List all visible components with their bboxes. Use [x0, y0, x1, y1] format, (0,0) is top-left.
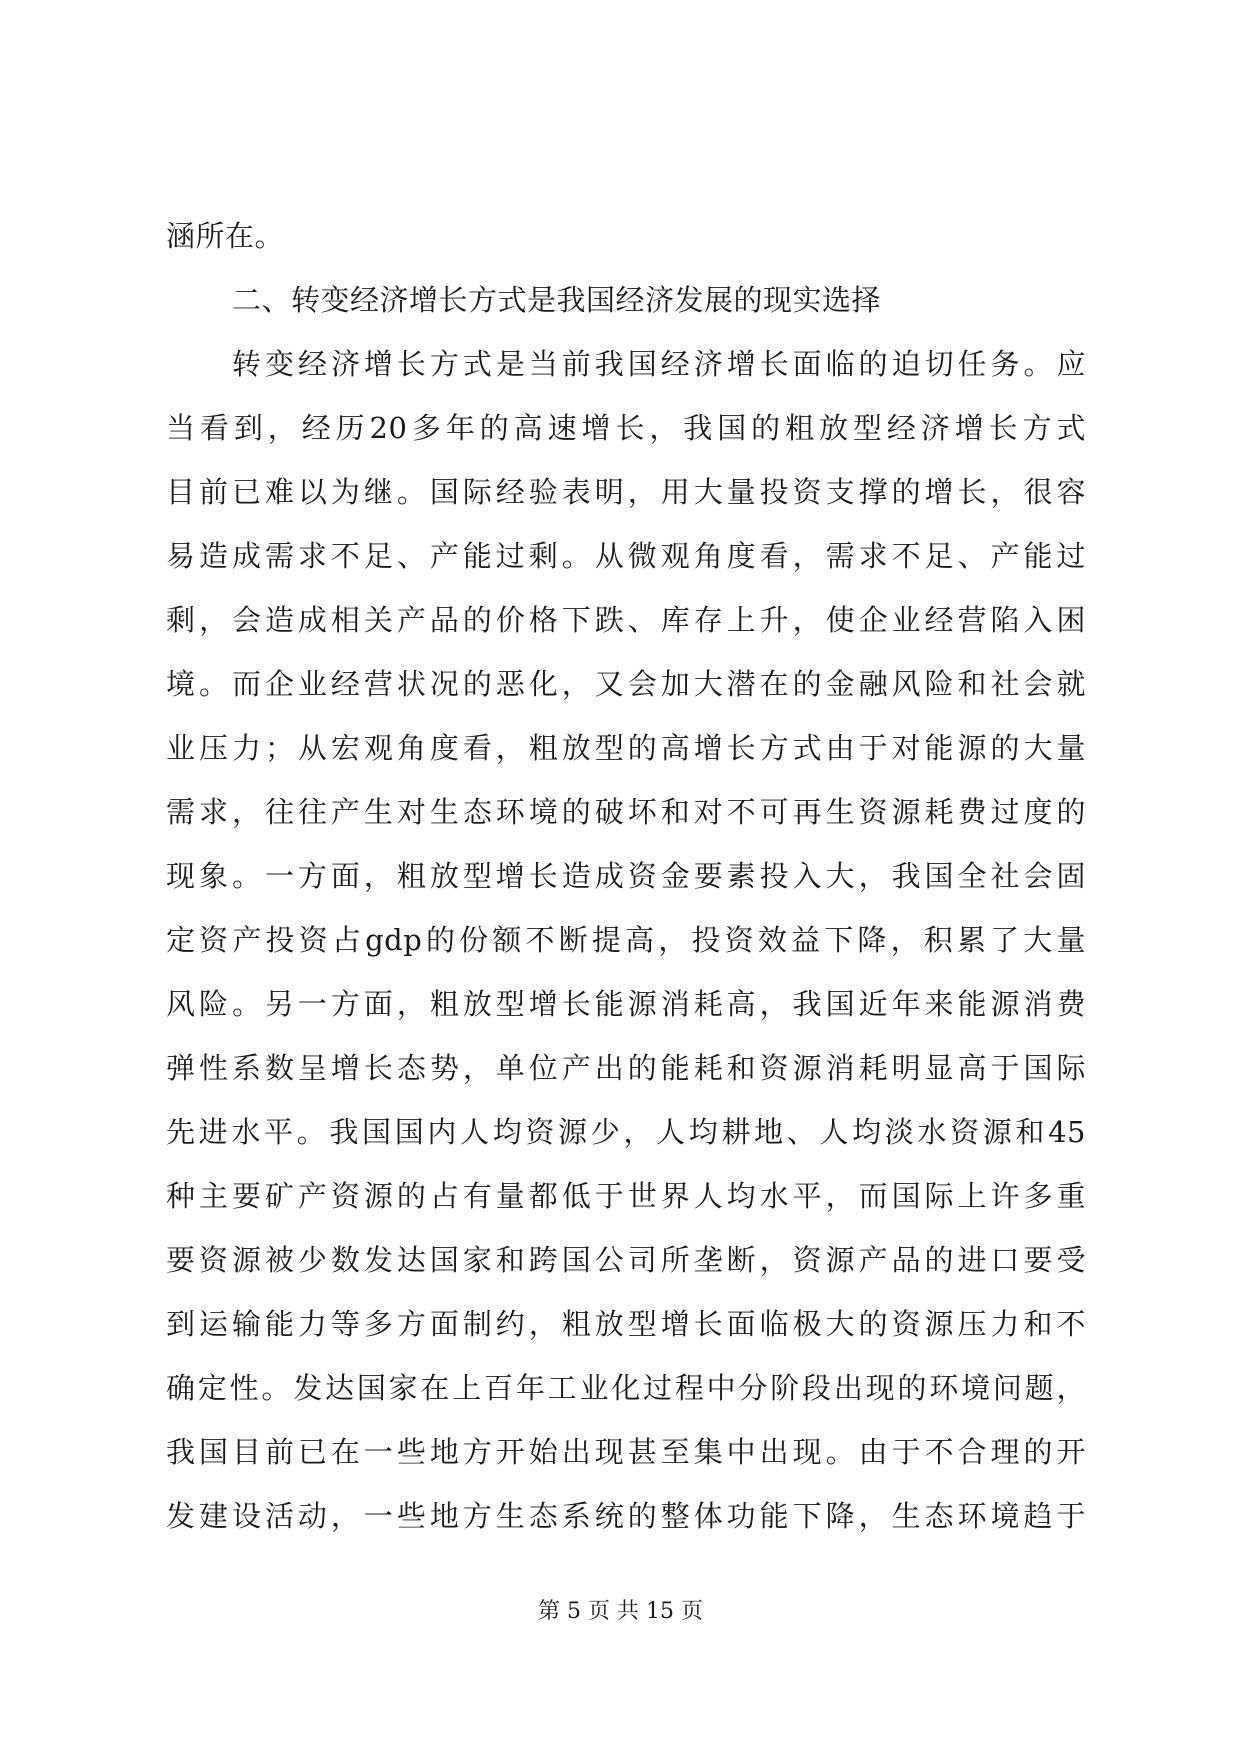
- paragraph-line: 弹性系数呈增长态势，单位产出的能耗和资源消耗明显高于国际: [166, 1051, 1086, 1085]
- page-footer: [0, 1594, 1241, 1625]
- paragraph-line: 定资产投资占gdp的份额不断提高，投资效益下降，积累了大量: [166, 923, 1086, 957]
- section-heading: 二、转变经济增长方式是我国经济发展的现实选择: [232, 283, 882, 317]
- paragraph-line: 易造成需求不足、产能过剩。从微观角度看，需求不足、产能过: [166, 539, 1086, 573]
- paragraph-line: 种主要矿产资源的占有量都低于世界人均水平，而国际上许多重: [166, 1179, 1086, 1213]
- paragraph-continuation-line: 涵所在。: [166, 219, 285, 253]
- paragraph-line: 目前已难以为继。国际经验表明，用大量投资支撑的增长，很容: [166, 475, 1086, 509]
- paragraph-line: 剩，会造成相关产品的价格下跌、库存上升，使企业经营陷入困: [166, 603, 1086, 637]
- paragraph-line: 我国目前已在一些地方开始出现甚至集中出现。由于不合理的开: [166, 1435, 1086, 1469]
- paragraph-line: 确定性。发达国家在上百年工业化过程中分阶段出现的环境问题，: [166, 1371, 1086, 1405]
- paragraph-line: 转变经济增长方式是当前我国经济增长面临的迫切任务。应: [232, 347, 1086, 381]
- paragraph-line: 现象。一方面，粗放型增长造成资金要素投入大，我国全社会固: [166, 859, 1086, 893]
- page-number-label: 第 5 页 共 15 页: [538, 1599, 703, 1624]
- paragraph-line: 到运输能力等多方面制约，粗放型增长面临极大的资源压力和不: [166, 1307, 1086, 1341]
- paragraph-line: 要资源被少数发达国家和跨国公司所垄断，资源产品的进口要受: [166, 1243, 1086, 1277]
- document-body: [166, 204, 1086, 1548]
- paragraph-line: 当看到，经历20多年的高速增长，我国的粗放型经济增长方式: [166, 411, 1086, 445]
- paragraph-line: 风险。另一方面，粗放型增长能源消耗高，我国近年来能源消费: [166, 987, 1086, 1021]
- paragraph-line: 业压力；从宏观角度看，粗放型的高增长方式由于对能源的大量: [166, 731, 1086, 765]
- paragraph-line: 发建设活动，一些地方生态系统的整体功能下降，生态环境趋于: [166, 1499, 1086, 1533]
- paragraph-line: 需求，往往产生对生态环境的破坏和对不可再生资源耗费过度的: [166, 795, 1086, 829]
- paragraph-line: 先进水平。我国国内人均资源少，人均耕地、人均淡水资源和45: [166, 1115, 1086, 1149]
- paragraph-line: 境。而企业经营状况的恶化，又会加大潜在的金融风险和社会就: [166, 667, 1086, 701]
